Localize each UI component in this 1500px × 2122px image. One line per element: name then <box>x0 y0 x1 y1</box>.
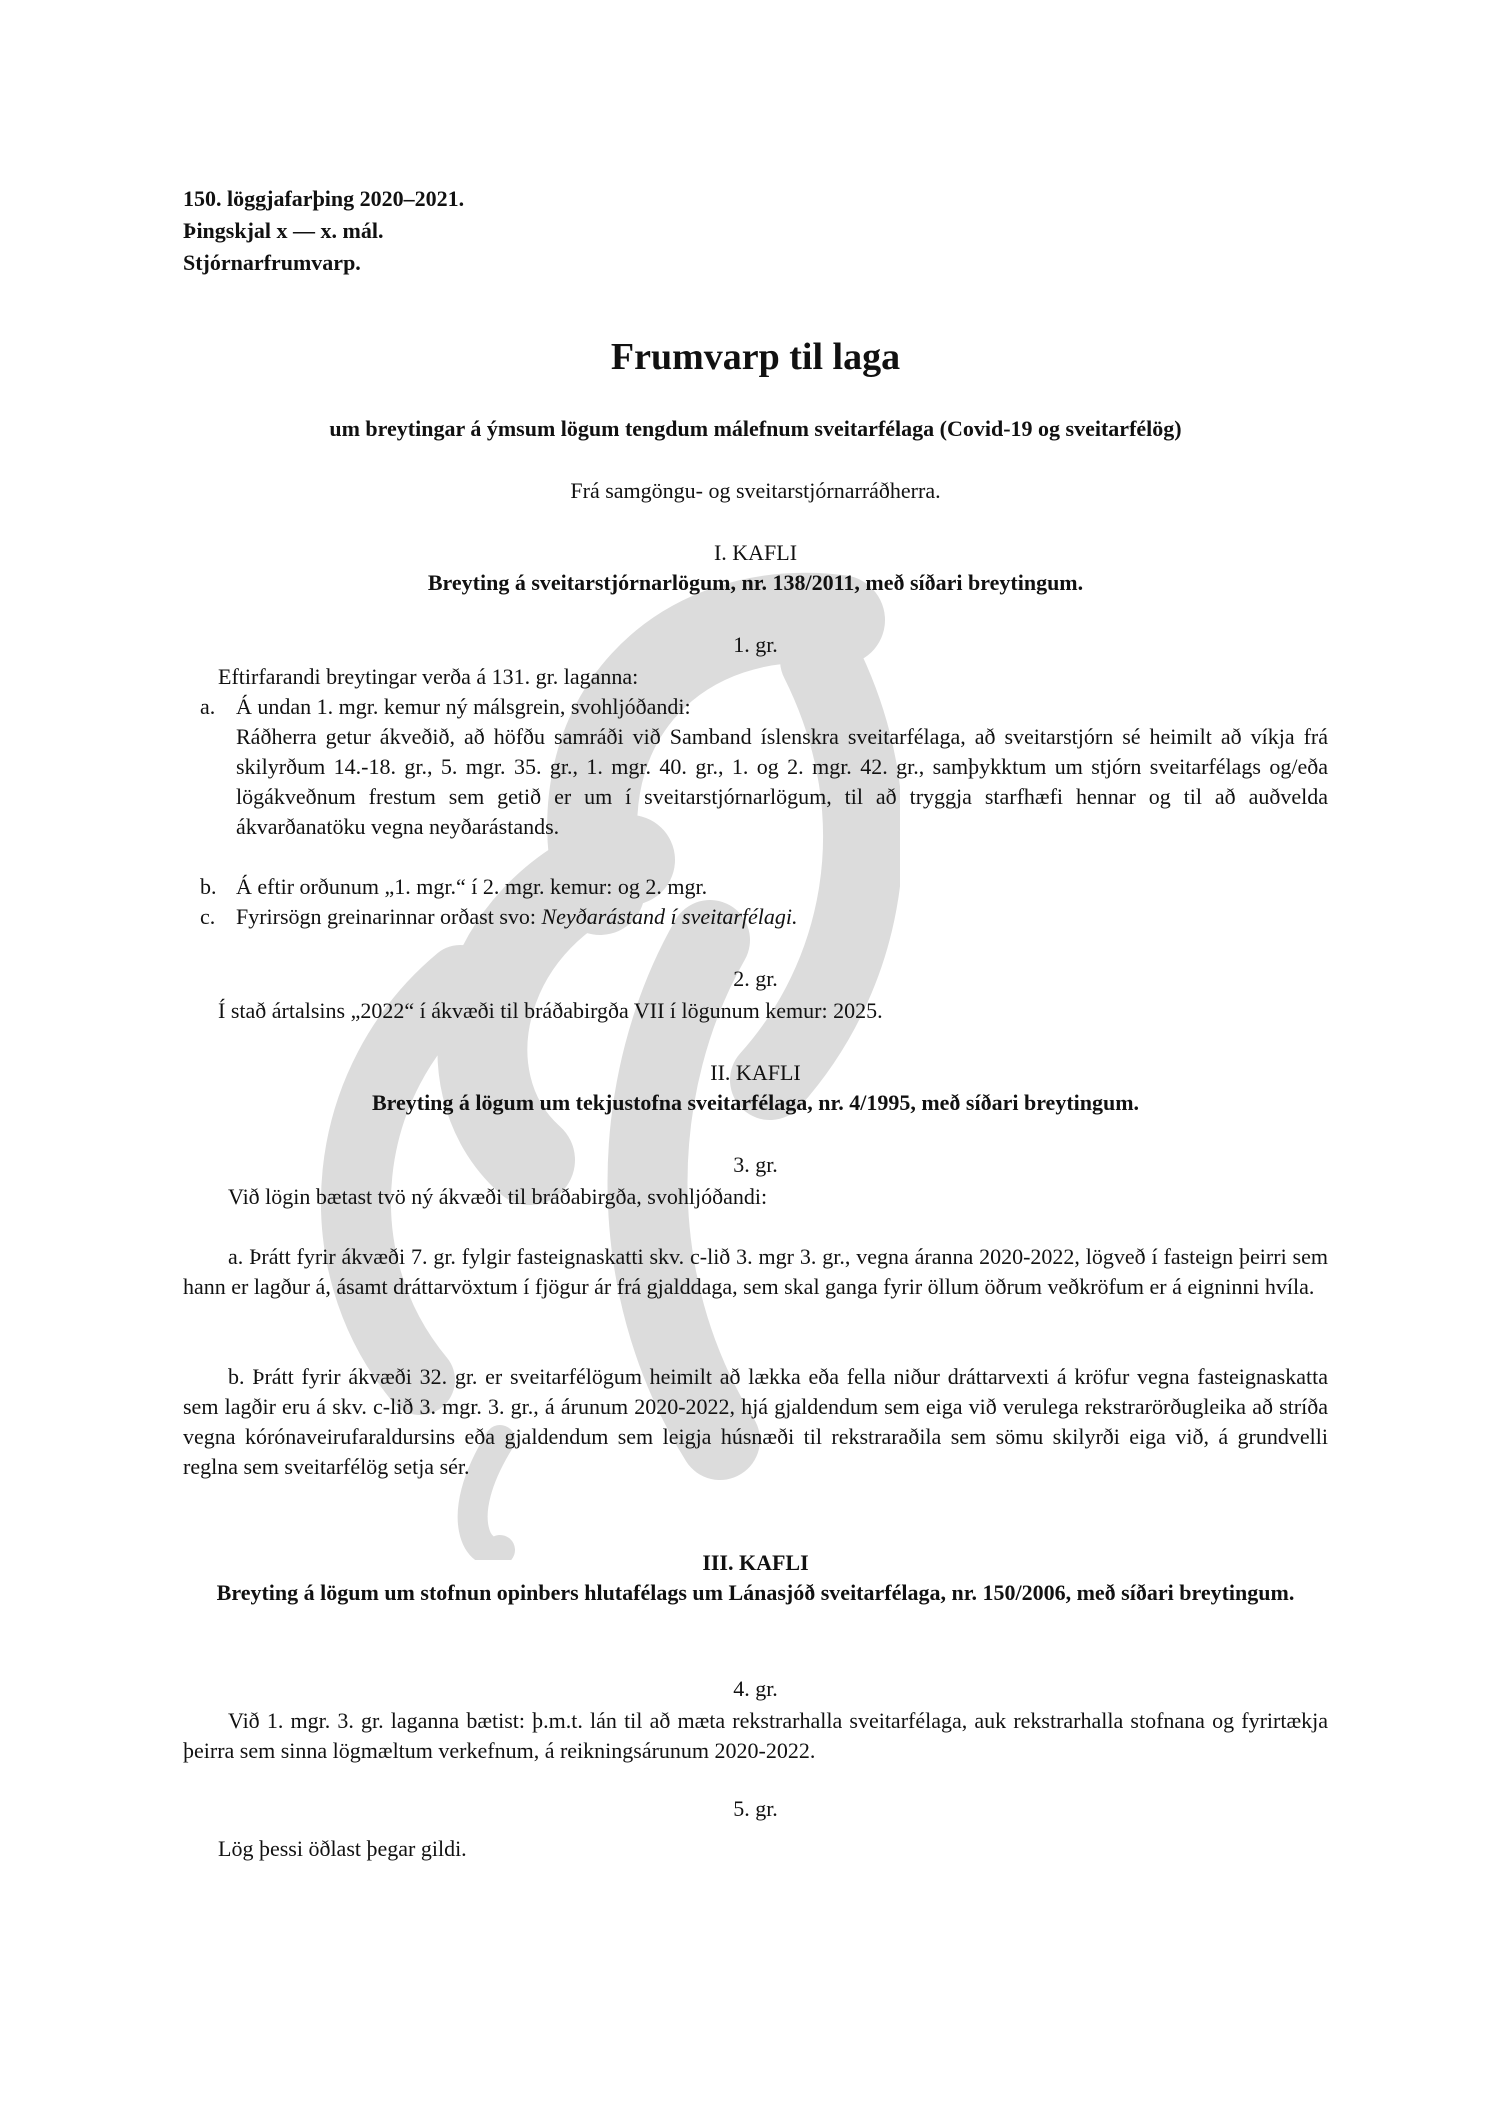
article-3-label: 3. gr. <box>733 1152 778 1177</box>
chapter-1-heading <box>183 538 1328 598</box>
page-subtitle: um breytingar á ýmsum lögum tengdum málefnum sveitarfélaga (Covid-19 og sveitarfélög) <box>329 416 1182 441</box>
list-item-italic-text: Neyðarástand í sveitarfélagi. <box>541 904 798 929</box>
chapter-2-heading <box>183 1058 1328 1118</box>
bill-type-line: Stjórnarfrumvarp. <box>183 250 361 275</box>
article-3-paragraph-b: b. Þrátt fyrir ákvæði 32. gr. er sveitarfélögum heimilt að lækka eða fella niður dráttarvexti á kröfur vegna fasteignaskatta sem lagðir eru á skv. c-lið 3. mgr. 3. gr., á árunum 2020-2022, hjá gjaldendum sem eiga við verulega rekstrarörðugleika að stríða vegna kórónaveirufaraldursins eða gjaldendum sem leigja húsnæði til rekstraraðila sem sömu skilyrði eiga við, á grundvelli reglna sem sveitarfélög setja sér. <box>183 1364 1328 1479</box>
article-4-text: Við 1. mgr. 3. gr. laganna bætist: þ.m.t. lán til að mæta rekstrarhalla sveitarfélaga, auk rekstrarhalla stofnana og fyrirtækja þeirra sem sinna lögmæltum verkefnum, á reikningsárunum 2020-2022. <box>183 1708 1328 1763</box>
list-marker: b. <box>200 874 217 899</box>
chapter-2-title: Breyting á lögum um tekjustofna sveitarfélaga, nr. 4/1995, með síðari breytingum. <box>371 1090 1140 1115</box>
chapter-3-heading <box>183 1548 1328 1608</box>
list-marker: c. <box>200 904 216 929</box>
chapter-2-number: II. KAFLI <box>710 1060 801 1085</box>
page-title: Frumvarp til laga <box>610 336 901 378</box>
article-5-text: Lög þessi öðlast þegar gildi. <box>218 1836 467 1861</box>
article-4-label: 4. gr. <box>733 1676 778 1701</box>
article-5-label: 5. gr. <box>733 1796 778 1821</box>
list-item-text: Á undan 1. mgr. kemur ný málsgrein, svohljóðandi: <box>236 694 691 719</box>
chapter-3-title: Breyting á lögum um stofnun opinbers hlutafélags um Lánasjóð sveitarfélaga, nr. 150/2006, með síðari breytingum. <box>216 1580 1295 1605</box>
minister-line: Frá samgöngu- og sveitarstjórnarráðherra. <box>570 478 941 503</box>
list-marker: a. <box>200 694 216 719</box>
article-1-intro: Eftirfarandi breytingar verða á 131. gr. laganna: <box>218 664 639 689</box>
chapter-1-number: I. KAFLI <box>713 540 798 565</box>
list-item-text: Á eftir orðunum „1. mgr.“ í 2. mgr. kemur: og 2. mgr. <box>236 874 708 899</box>
quoted-provision: Ráðherra getur ákveðið, að höfðu samráði við Samband íslenskra sveitarfélaga, að sveitarstjórn sé heimilt að víkja frá skilyrðum 14.-18. gr., 5. mgr. 35. gr., 1. mgr. 40. gr., 1. og 2. mgr. 42. gr., samþykktum um stjórn sveitarfélags og/eða lögákveðnum frestum sem getið er um í sveitarstjórnarlögum, til að tryggja starfhæfi hennar og til að auðvelda ákvarðanatöku vegna neyðarástands. <box>236 724 1328 839</box>
document-header <box>183 183 464 279</box>
article-1-label: 1. gr. <box>733 632 778 657</box>
list-item-text: Fyrirsögn greinarinnar orðast svo: <box>236 904 536 929</box>
article-3-paragraph-a: a. Þrátt fyrir ákvæði 7. gr. fylgir fasteignaskatti skv. c-lið 3. mgr 3. gr., vegna áranna 2020-2022, lögveð í fasteign þeirri sem hann er lagður á, ásamt dráttarvöxtum í fjögur ár frá gjalddaga, sem skal ganga fyrir öllum öðrum veðkröfum er á eigninni hvíla. <box>183 1244 1328 1299</box>
document-number-line: Þingskjal x — x. mál. <box>183 218 384 243</box>
chapter-1-title: Breyting á sveitarstjórnarlögum, nr. 138/2011, með síðari breytingum. <box>427 570 1084 595</box>
article-2-label: 2. gr. <box>733 966 778 991</box>
chapter-3-number: III. KAFLI <box>702 1550 809 1575</box>
article-3-intro: Við lögin bætast tvö ný ákvæði til bráðabirgða, svohljóðandi: <box>228 1184 768 1209</box>
article-2-text: Í stað ártalsins „2022“ í ákvæði til bráðabirgða VII í lögunum kemur: 2025. <box>218 998 883 1023</box>
session-line: 150. löggjafarþing 2020–2021. <box>183 186 465 211</box>
